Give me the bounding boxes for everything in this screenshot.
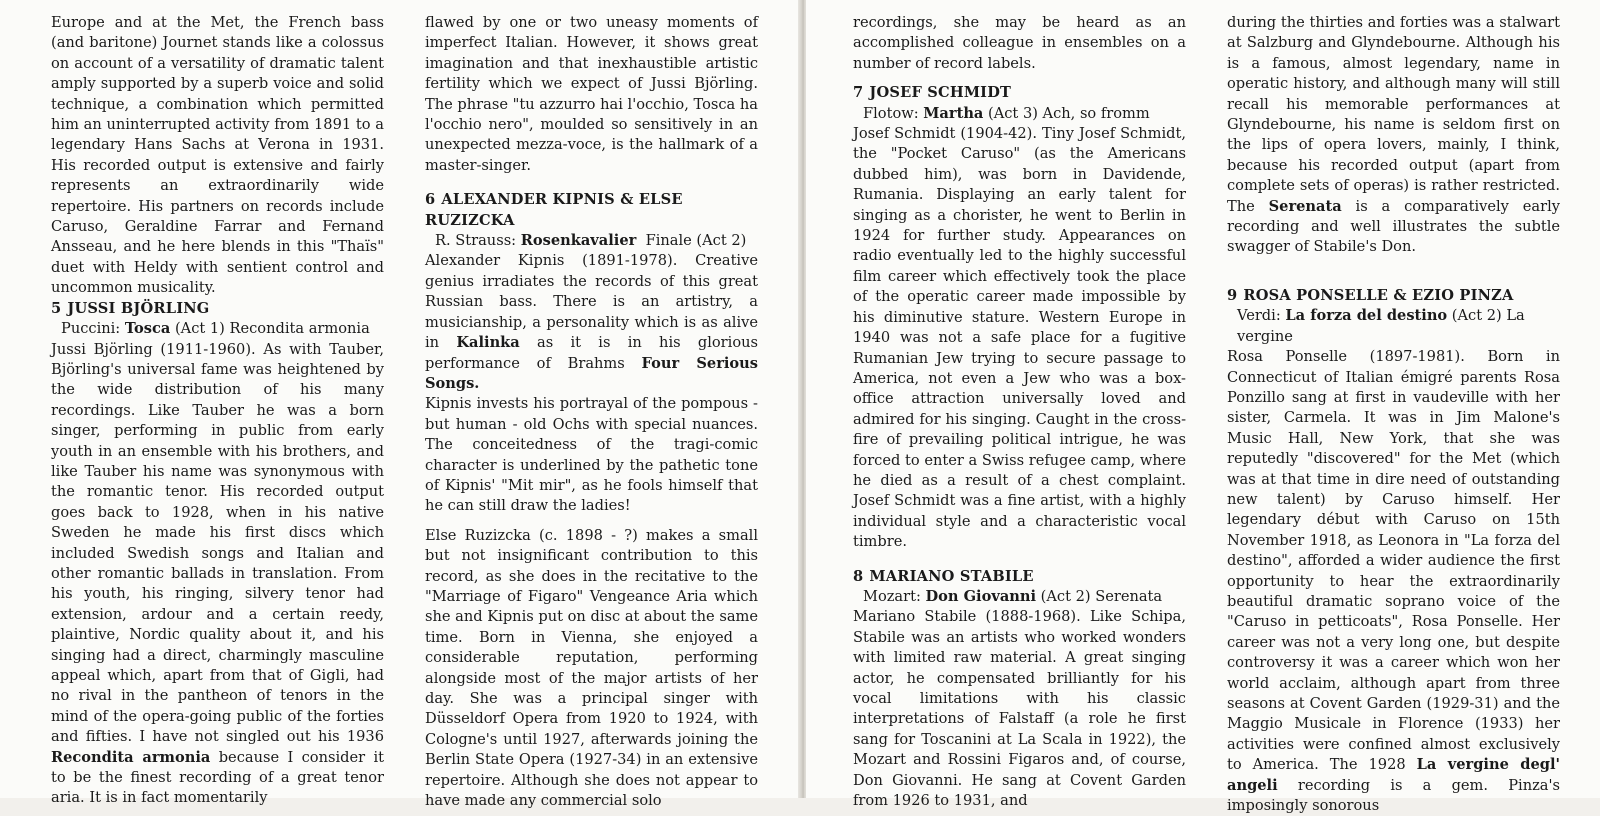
stabile-continued-paragraph xyxy=(1227,13,1560,258)
track-9-heading xyxy=(1227,286,1560,306)
composer: Mozart: xyxy=(863,587,926,605)
opera-title: Tosca xyxy=(124,320,171,338)
column-3 xyxy=(853,13,1186,811)
column-2 xyxy=(425,13,758,811)
text: during the thirties and forties was a stalwart at Salzburg and Glyndebourne. Although his is a famous, almost legendary, name in operatic history, and although many will still recall his memorable performances at Glyndebourne, his name is seldom first on the lips of opera lovers, mainly, I think, because his recorded output (apart from complete sets of operas) is rather restricted. The xyxy=(1227,14,1560,215)
track-7-heading xyxy=(853,83,1186,103)
opera-title: Don Giovanni xyxy=(925,587,1037,605)
spacer xyxy=(425,517,758,526)
track-6-heading xyxy=(425,190,758,231)
bjorling-paragraph xyxy=(51,340,384,809)
artist-name: ROSA PONSELLE & EZIO PINZA xyxy=(1243,286,1514,304)
track-5-heading xyxy=(51,299,384,319)
bold-title: Recondita armonia xyxy=(51,748,211,766)
stabile-paragraph: Mariano Stabile (1888-1968). Like Schipa, Stabile was an artists who worked wonders with limited raw material. A great singing actor, he compensated brilliantly for his vocal limitations with his classic interpretations of Falstaff (a role he first sang for Toscanini at La Scala in 1922), the Mozart and Rossini Figaros and, of course, Don Giovanni. He sang at Covent Garden from 1926 to 1931, and xyxy=(853,608,1186,810)
text: Alexander Kipnis (1891-1978). Creative genius irradiates the records of this great Russian bass. There is an artistry, a musicianship, a personality which is as alive in xyxy=(425,252,758,352)
text: as it is in his glorious performance of Brahms xyxy=(425,334,758,372)
spacer xyxy=(425,176,758,190)
track-number: 5 xyxy=(51,299,62,317)
work-detail: (Act 1) Recondita armonia xyxy=(170,320,370,338)
ruzizcka-paragraph: Else Ruzizcka (c. 1898 - ?) makes a small but not insignificant contribution to this record, as she does in the recitative to the "Marriage of Figaro" Vengeance Aria which she and Kipnis put on disc at about the same time. Born in Vienna, she enjoyed a considerable reputation, performing alongside most of the major artists of her day. She was a principal singer with Düsseldorf Opera from 1920 to 1924, with Cologne's until 1927, afterwards joining the Berlin State Opera (1927-34) in an extensive repertoire. Although she does not appear to have made any commercial solo xyxy=(425,526,758,810)
artist-name: JOSEF SCHMIDT xyxy=(869,84,1012,102)
composer: Verdi: xyxy=(1237,307,1286,325)
column-4 xyxy=(1227,13,1560,816)
work-detail: Finale (Act 2) xyxy=(636,232,747,250)
bold-title: Serenata xyxy=(1268,197,1342,215)
work-detail: (Act 2) La vergine xyxy=(1237,307,1525,345)
schmidt-paragraph: Josef Schmidt (1904-42). Tiny Josef Schmidt, the "Pocket Caruso" (as the Americans dubbed him), was born in Davidende, Rumania. Displaying an early talent for singing as a chorister, he went to Berlin in 1924 for further study. Appearances on radio eventually led to the highly successful film career which effectively took the place of the operatic career made impossible by his diminutive stature. Western Europe in 1940 was not a safe place for a fugitive Rumanian Jew trying to secure passage to America, not even a Jew who was a box-office attraction universally loved and admired for his singing. Caught in the cross-fire of prevailing political intrigue, he was forced to enter a Swiss refugee camp, where he died as a result of a chest complaint. Josef Schmidt was a fine artist, with a highly individual style and a characteristic vocal timbre. xyxy=(853,125,1186,551)
ruzizcka-continued-paragraph: recordings, she may be heard as an accomplished colleague in ensembles on a number of record labels. xyxy=(853,14,1186,72)
left-page xyxy=(0,0,800,810)
track-9-work xyxy=(1227,306,1560,347)
track-8-heading xyxy=(853,567,1186,587)
spacer xyxy=(1227,272,1560,286)
track-6-work xyxy=(425,231,758,251)
text: Jussi Björling (1911-1960). As with Tauber, Björling's universal fame was heightened by the wide distribution of his many recordings. Like Tauber he was a born singer, performing in public from early youth in an ensemble with his brothers, and like Tauber his name was synonymous with the romantic tenor. His recorded output goes back to 1928, when in his native Sweden he made his first discs which included Swedish songs and Italian and other romantic ballads in translation. From his youth, his ringing, silvery tenor had extension, ardour and a certain reedy, plaintive, Nordic quality about it, and his singing had a direct, charmingly masculine appeal which, apart from that of Gigli, had no rival in the pantheon of tenors in the mind of the opera-going public of the forties and fifties. I have not singled out his 1936 xyxy=(51,340,384,746)
spacer xyxy=(853,74,1186,83)
artist-name: MARIANO STABILE xyxy=(869,567,1034,585)
right-page xyxy=(806,0,1600,815)
composer: R. Strauss: xyxy=(435,232,521,250)
bold-title: La vergine degl' angeli xyxy=(1227,756,1560,794)
kipnis-ochs-paragraph: Kipnis invests his portrayal of the pompous - but human - old Ochs with special nuances. The conceitedness of the tragi-comic character is underlined by the pathetic tone of Kipnis' "Mit mir", as he fools himself that he can still draw the ladies! xyxy=(425,395,758,515)
spacer xyxy=(853,553,1186,567)
opera-title: Rosenkavalier xyxy=(520,232,637,250)
track-8-work xyxy=(853,587,1186,607)
artist-name: JUSSI BJÖRLING xyxy=(67,299,210,317)
journet-paragraph: Europe and at the Met, the French bass (and baritone) Journet stands like a colossus on account of a versatility of dramatic talent amply supported by a superb voice and solid technique, a combination which permitted him an uninterrupted activity from 1891 to a legendary Hans Sachs at Verona in 1931. His recorded output is extensive and fairly represents an extraordinarily wide repertoire. His partners on records include Caruso, Geraldine Farrar and Fernand Ansseau, and he here blends in this "Thaïs" duet with Heldy with sentient control and uncommon musicality. xyxy=(51,14,384,297)
track-5-work xyxy=(51,319,384,339)
text: Rosa Ponselle (1897-1981). Born in Connecticut of Italian émigré parents Rosa Ponzillo sang at first in vaudeville with her sister, Carmela. It was in Jim Malone's Music Hall, New York, that she was reputedly "discovered" for the Met (which was at that time in dire need of outstanding new talent) by Caruso himself. Her legendary début with Caruso on 15th November 1918, as Leonora in "La forza del destino", afforded a wider audience the first opportunity to hear the extraordinarily beautiful dramatic soprano voice of the "Caruso in petticoats", Rosa Ponselle. Her career was not a very long one, but despite controversy it was a career which won her world acclaim, although apart from three seasons at Covent Garden (1929-31) and the Maggio Musicale in Florence (1933) her activities were confined almost exclusively to America. The 1928 xyxy=(1227,348,1560,774)
opera-title: La forza del destino xyxy=(1285,307,1448,325)
opera-title: Martha xyxy=(923,104,984,122)
track-number: 7 xyxy=(853,84,864,102)
text: recording is a gem. Pinza's imposingly sonorous xyxy=(1227,776,1560,815)
track-number: 8 xyxy=(853,567,864,585)
work-detail: (Act 3) Ach, so fromm xyxy=(983,104,1150,122)
artist-name: ALEXANDER KIPNIS & ELSE RUZIZCKA xyxy=(425,191,683,229)
bold-title: Kalinka xyxy=(456,334,520,352)
kipnis-paragraph xyxy=(425,251,758,394)
bjorling-continued-paragraph: flawed by one or two uneasy moments of imperfect Italian. However, it shows great imagination and that inexhaustible artistic fertility which we expect of Jussi Björling. The phrase "tu azzurro hai l'occhio, Tosca ha l'occhio nero", moulded so sensitively in an unexpected mezza-voce, is the hallmark of a master-singer. xyxy=(425,14,758,174)
track-number: 6 xyxy=(425,191,436,209)
track-7-work xyxy=(853,104,1186,124)
ponselle-paragraph xyxy=(1227,347,1560,816)
track-number: 9 xyxy=(1227,286,1238,304)
bold-title: Four Serious Songs. xyxy=(425,354,758,392)
composer: Flotow: xyxy=(863,104,924,122)
work-detail: (Act 2) Serenata xyxy=(1036,587,1163,605)
text: because I consider it to be the finest recording of a great tenor aria. It is in fact momentarily xyxy=(51,748,384,807)
text: is a comparatively early recording and well illustrates the subtle swagger of Stabile's Don. xyxy=(1227,197,1560,256)
spacer xyxy=(1227,258,1560,272)
column-1 xyxy=(51,13,384,809)
composer: Puccini: xyxy=(61,320,125,338)
